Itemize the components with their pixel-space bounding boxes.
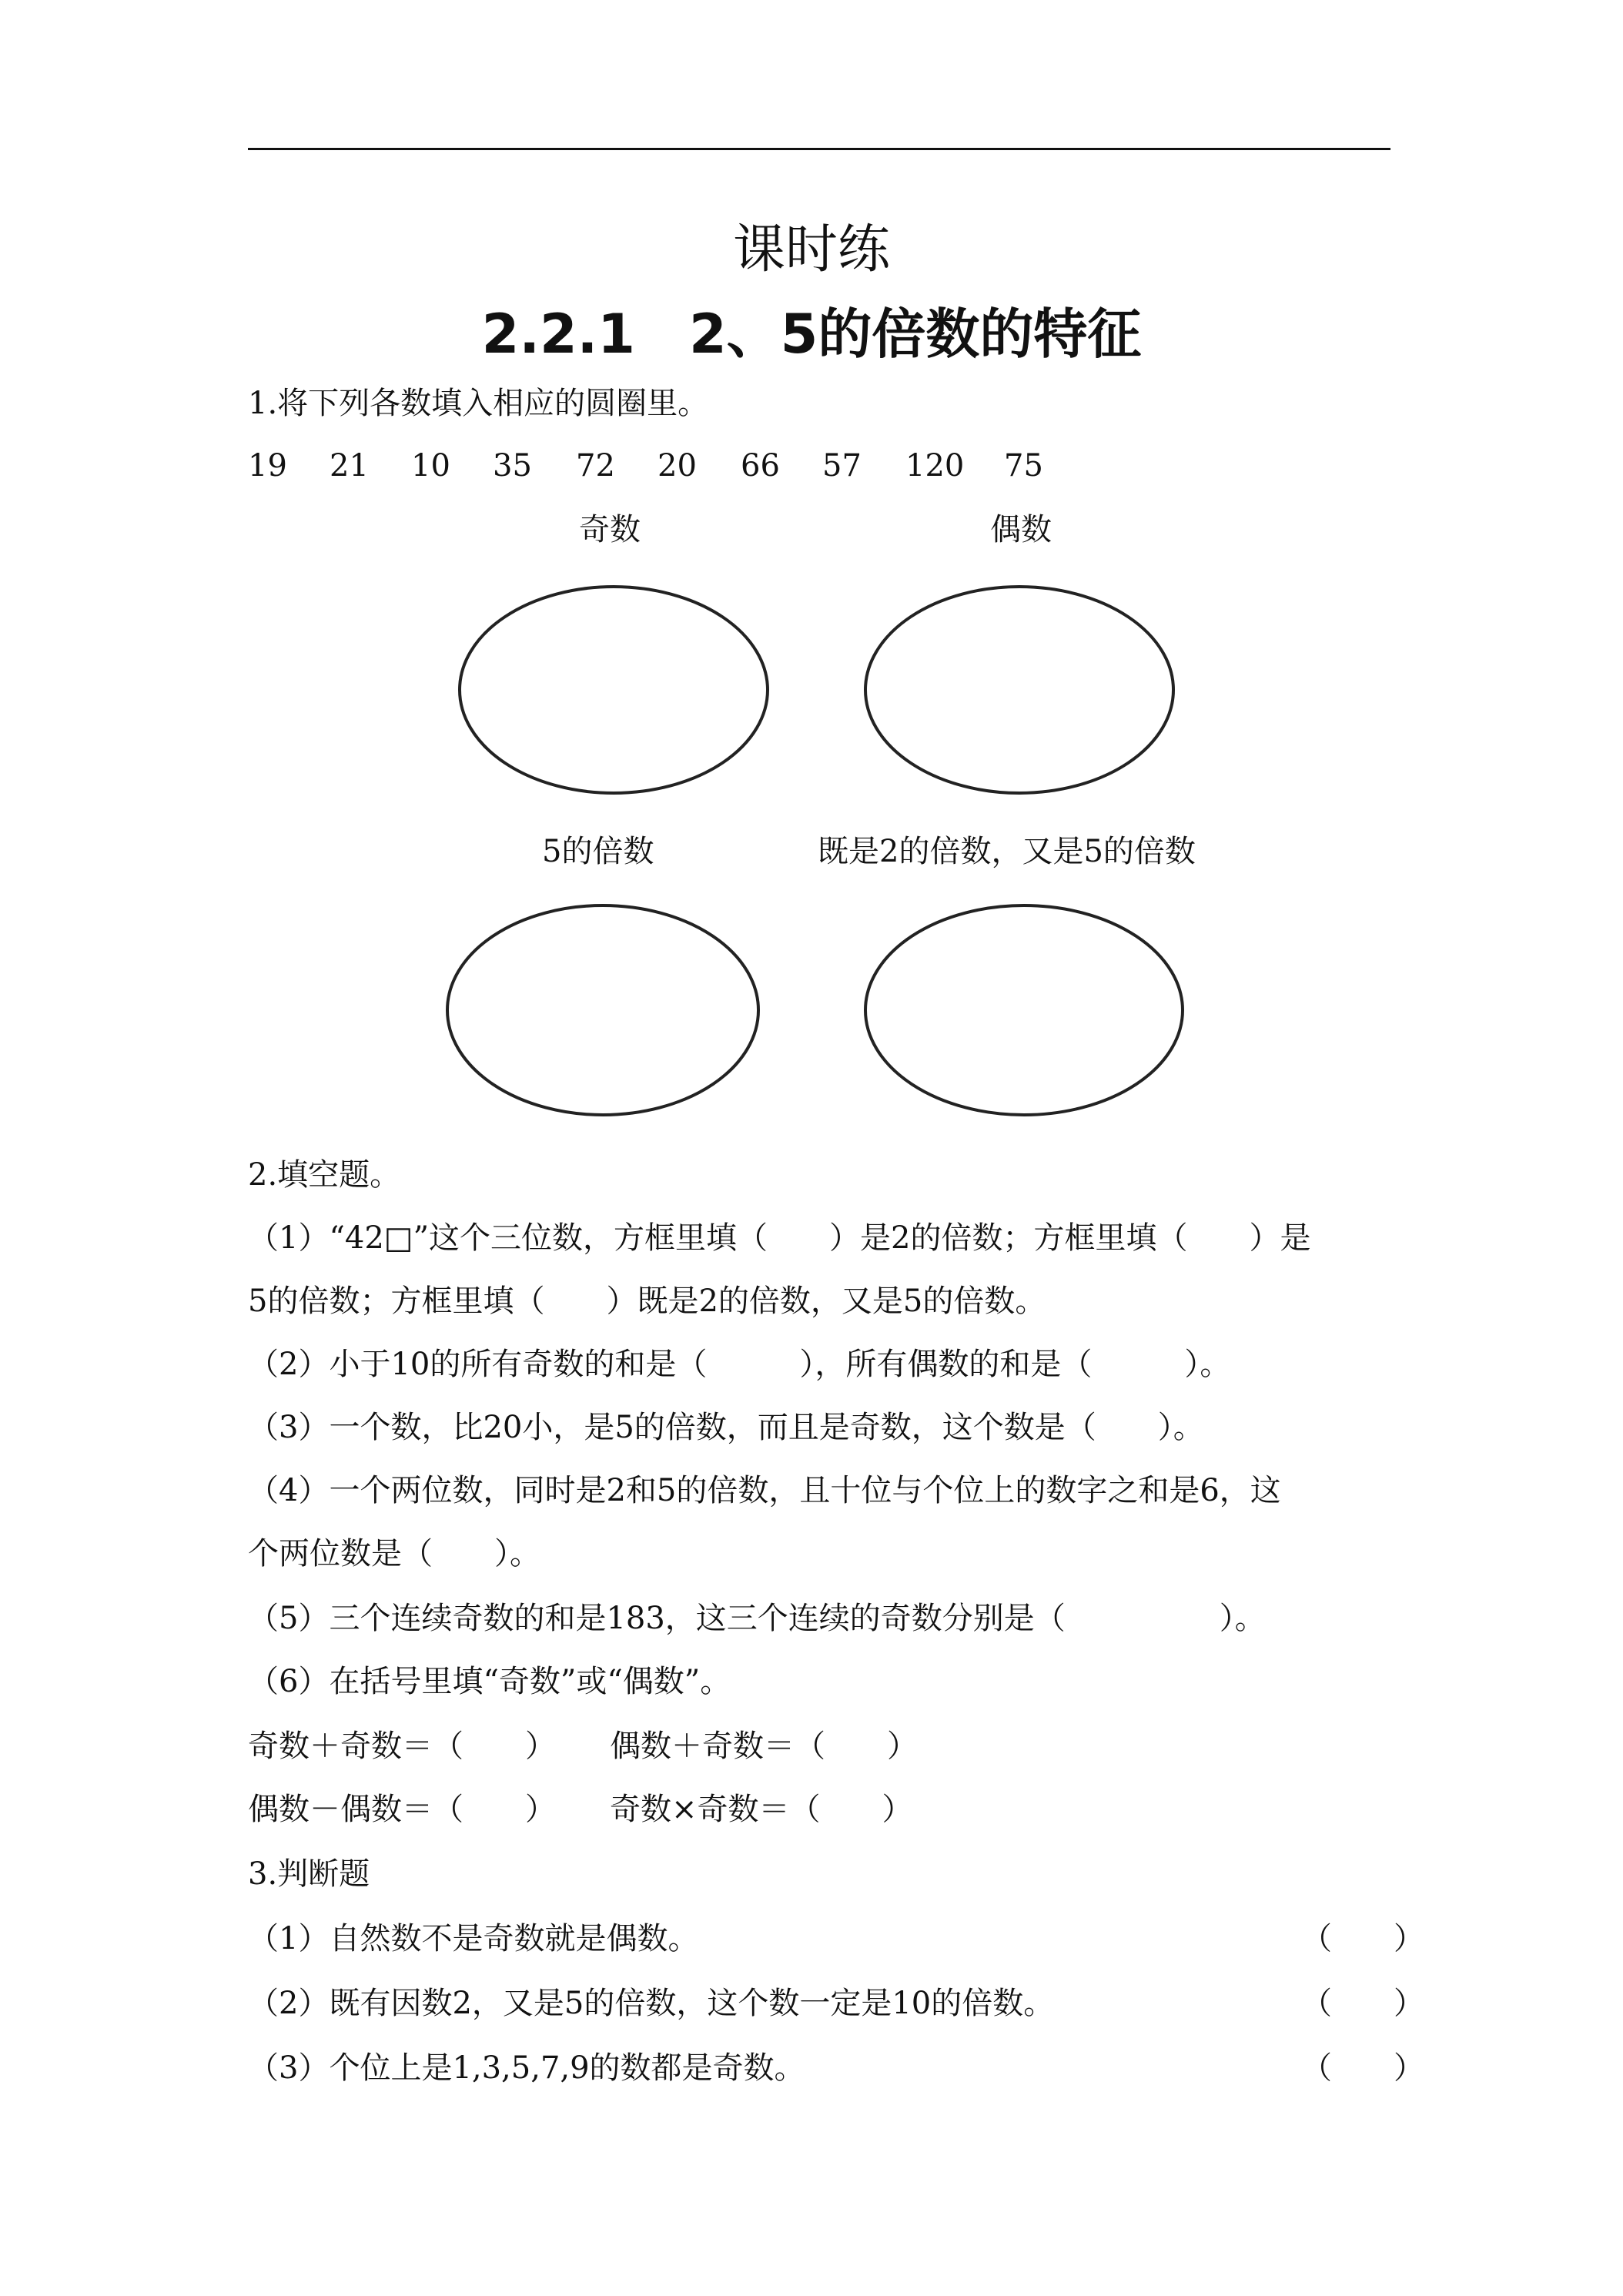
oval-multiple-of-2-and-5 bbox=[865, 905, 1183, 1115]
q2-item1-line2: 5的倍数；方框里填（ ）既是2的倍数，又是5的倍数。 bbox=[248, 1284, 1046, 1319]
q3-item: （1）自然数不是奇数就是偶数。 bbox=[248, 1921, 699, 1956]
q3-answer-blank: （ ） bbox=[1301, 1986, 1424, 2021]
q1-prompt: 1.将下列各数填入相应的圆圈里。 bbox=[248, 386, 709, 421]
oval-even bbox=[865, 587, 1173, 793]
q3-item: （3）个位上是1,3,5,7,9的数都是奇数。 bbox=[248, 2050, 805, 2086]
oval-multiple-of-5 bbox=[447, 905, 758, 1115]
q2-item1-line1: （1）“42□”这个三位数，方框里填（ ）是2的倍数；方框里填（ ）是 bbox=[248, 1220, 1311, 1256]
q2-item4-line1: （4）一个两位数，同时是2和5的倍数，且十位与个位上的数字之和是6，这 bbox=[248, 1473, 1281, 1508]
page-subtitle: 2.2.1 2、5的倍数的特征 bbox=[481, 303, 1142, 366]
q2-prompt: 2.填空题。 bbox=[248, 1157, 401, 1193]
q2-equation: 偶数－偶数＝（ ） bbox=[248, 1792, 556, 1827]
q2-item2: （2）小于10的所有奇数的和是（ ），所有偶数的和是（ ）。 bbox=[248, 1347, 1231, 1382]
q1-number: 66 bbox=[741, 448, 780, 484]
q2-equation: 奇数＋奇数＝（ ） bbox=[248, 1729, 556, 1764]
circle-label-odd: 奇数 bbox=[579, 512, 641, 547]
q1-number: 120 bbox=[905, 448, 965, 484]
q2-item6: （6）在括号里填“奇数”或“偶数”。 bbox=[248, 1664, 731, 1699]
q1-number: 72 bbox=[576, 448, 615, 484]
q1-number: 19 bbox=[248, 448, 287, 484]
q3-answer-blank: （ ） bbox=[1301, 1921, 1424, 1956]
q1-number: 21 bbox=[330, 448, 369, 484]
q3-prompt: 3.判断题 bbox=[248, 1856, 370, 1892]
q2-item5: （5）三个连续奇数的和是183，这三个连续的奇数分别是（ ）。 bbox=[248, 1601, 1266, 1636]
q1-number: 10 bbox=[411, 448, 450, 484]
q2-item4-line2: 个两位数是（ ）。 bbox=[248, 1536, 540, 1571]
circle-label-multiple-of-2-and-5: 既是2的倍数，又是5的倍数 bbox=[818, 834, 1196, 869]
q2-equation: 偶数＋奇数＝（ ） bbox=[610, 1729, 918, 1764]
oval-odd bbox=[460, 587, 768, 793]
q1-number: 20 bbox=[658, 448, 697, 484]
q1-number: 75 bbox=[1004, 448, 1043, 484]
circle-label-multiple-of-5: 5的倍数 bbox=[542, 834, 654, 869]
q3-answer-blank: （ ） bbox=[1301, 2050, 1424, 2086]
q3-item: （2）既有因数2，又是5的倍数，这个数一定是10的倍数。 bbox=[248, 1986, 1055, 2021]
q1-number: 35 bbox=[493, 448, 532, 484]
q1-number: 57 bbox=[822, 448, 862, 484]
q2-item3: （3）一个数，比20小，是5的倍数，而且是奇数，这个数是（ ）。 bbox=[248, 1410, 1204, 1445]
q2-equation: 奇数×奇数＝（ ） bbox=[610, 1792, 913, 1827]
page-title: 课时练 bbox=[732, 219, 890, 280]
circle-label-even: 偶数 bbox=[990, 512, 1052, 547]
